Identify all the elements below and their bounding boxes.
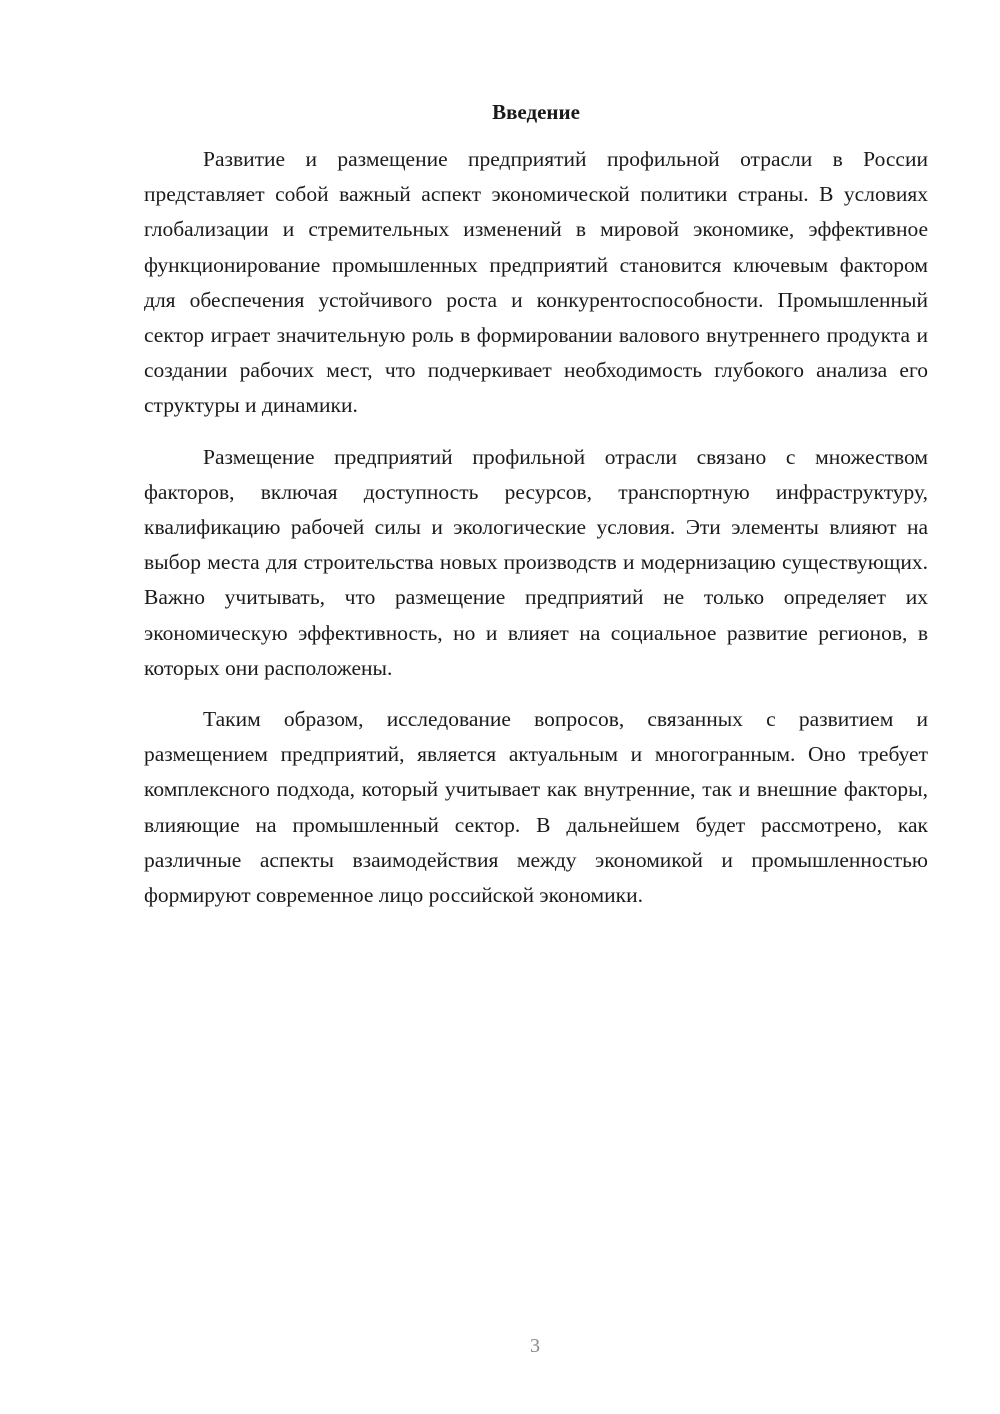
page-number: 3 — [530, 1335, 540, 1357]
body-text — [144, 142, 928, 913]
paragraph-1: Развитие и размещение предприятий профильной отрасли в России представляет собой важный аспект экономической политики страны. В условиях глобализации и стремительных изменений в мировой экономике, эффективное функционирование промышленных предприятий становится ключевым фактором для обеспечения устойчивого роста и конкурентоспособности. Промышленный сектор играет значительную роль в формировании валового внутреннего продукта и создании рабочих мест, что подчеркивает необходимость глубокого анализа его структуры и динамики. — [144, 147, 928, 418]
paragraph-2: Размещение предприятий профильной отрасли связано с множеством факторов, включая доступность ресурсов, транспортную инфраструктуру, квалификацию рабочей силы и экологические условия. Эти элементы влияют на выбор места для строительства новых производств и модернизацию существующих. Важно учитывать, что размещение предприятий не только определяет их экономическую эффективность, но и влияет на социальное развитие регионов, в которых они расположены. — [144, 444, 928, 680]
paragraph-3: Таким образом, исследование вопросов, связанных с развитием и размещением предприятий, является актуальным и многогранным. Оно требует комплексного подхода, который учитывает как внутренние, так и внешние факторы, влияющие на промышленный сектор. В дальнейшем будет рассмотрено, как различные аспекты взаимодействия между экономикой и промышленностью формируют современное лицо российской экономики. — [144, 707, 928, 908]
section-heading: Введение — [492, 100, 580, 124]
